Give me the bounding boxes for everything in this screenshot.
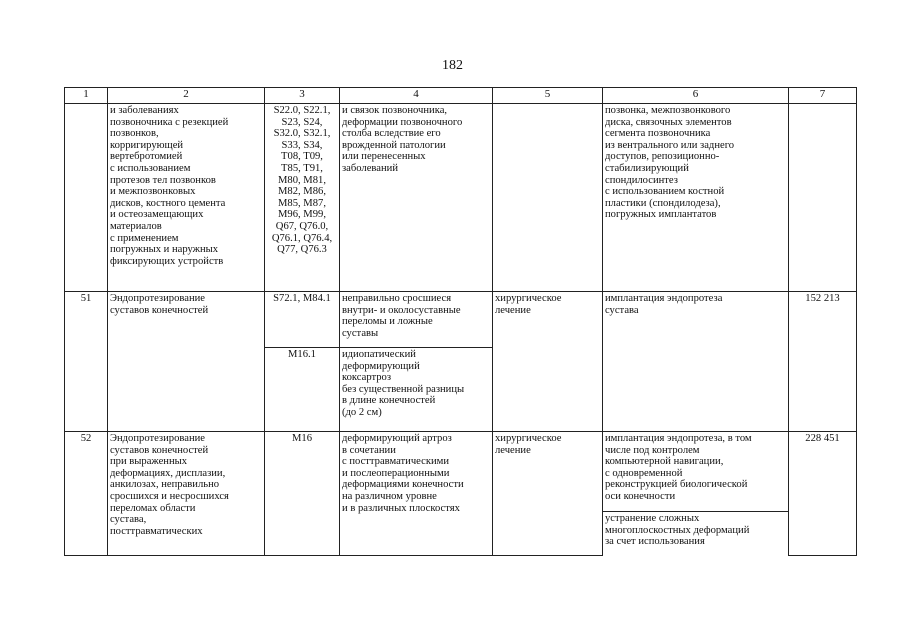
cost-cell: 152 213 [789, 292, 857, 432]
patient-model-cell: неправильно сросшиеся внутри- и околосуставные переломы и ложные суставы [340, 292, 493, 348]
row-number-cell: 51 [65, 292, 108, 432]
patient-model-cell: идиопатический деформирующий коксартроз без существенной разницы в длине конечностей (до 2 см) [340, 348, 493, 432]
header-cell-1: 1 [65, 88, 108, 104]
table-row-51 [65, 292, 857, 348]
treatment-name-cell: Эндопротезирование суставов конечностей при выраженных деформациях, дисплазии, анкилозах, неправильно сросшихся и несросшихся переломах области сустава, посттравматических [108, 432, 265, 556]
icd-codes-cell: M16.1 [265, 348, 340, 432]
row-number-cell: 52 [65, 432, 108, 556]
cost-cell [789, 104, 857, 292]
medical-care-table [64, 87, 857, 556]
treatment-method-cell: позвонка, межпозвонкового диска, связочных элементов сегмента позвоночника из вентрального или заднего доступов, репозиционно- стабилизирующий спондилосинтез с использованием костной пластики (спондилодеза), погружных имплантатов [603, 104, 789, 292]
header-cell-3: 3 [265, 88, 340, 104]
header-cell-4: 4 [340, 88, 493, 104]
table-row-52 [65, 432, 857, 512]
header-cell-5: 5 [493, 88, 603, 104]
treatment-method-cell: устранение сложных многоплоскостных деформаций за счет использования [603, 512, 789, 556]
table-row-continuation [65, 104, 857, 292]
treatment-type-cell: хирургическое лечение [493, 432, 603, 556]
header-cell-6: 6 [603, 88, 789, 104]
patient-model-cell: и связок позвоночника, деформации позвоночного столба вследствие его врожденной патологии или перенесенных заболеваний [340, 104, 493, 292]
header-cell-7: 7 [789, 88, 857, 104]
treatment-method-cell: имплантация эндопротеза, в том числе под контролем компьютерной навигации, с одновременной реконструкцией биологической оси конечности [603, 432, 789, 512]
page-number: 182 [442, 58, 463, 73]
patient-model-cell: деформирующий артроз в сочетании с посттравматическими и послеоперационными деформациями конечности на различном уровне и в различных плоскостях [340, 432, 493, 556]
cost-cell: 228 451 [789, 432, 857, 556]
icd-codes-cell: S22.0, S22.1, S23, S24, S32.0, S32.1, S33, S34, T08, T09, T85, T91, M80, M81, M82, M86, M85, M87, M96, M99, Q67, Q76.0, Q76.1, Q76.4, Q77, Q76.3 [265, 104, 340, 292]
icd-codes-cell: S72.1, M84.1 [265, 292, 340, 348]
row-number-cell [65, 104, 108, 292]
treatment-type-cell [493, 104, 603, 292]
header-cell-2: 2 [108, 88, 265, 104]
header-row [65, 88, 857, 104]
treatment-method-cell: имплантация эндопротеза сустава [603, 292, 789, 432]
icd-codes-cell: M16 [265, 432, 340, 556]
treatment-type-cell: хирургическое лечение [493, 292, 603, 432]
treatment-name-cell: Эндопротезирование суставов конечностей [108, 292, 265, 432]
treatment-name-cell: и заболеваниях позвоночника с резекцией позвонков, корригирующей вертебротомией с использованием протезов тел позвонков и межпозвонковых дисков, костного цемента и остеозамещающих материалов с применением погружных и наружных фиксирующих устройств [108, 104, 265, 292]
